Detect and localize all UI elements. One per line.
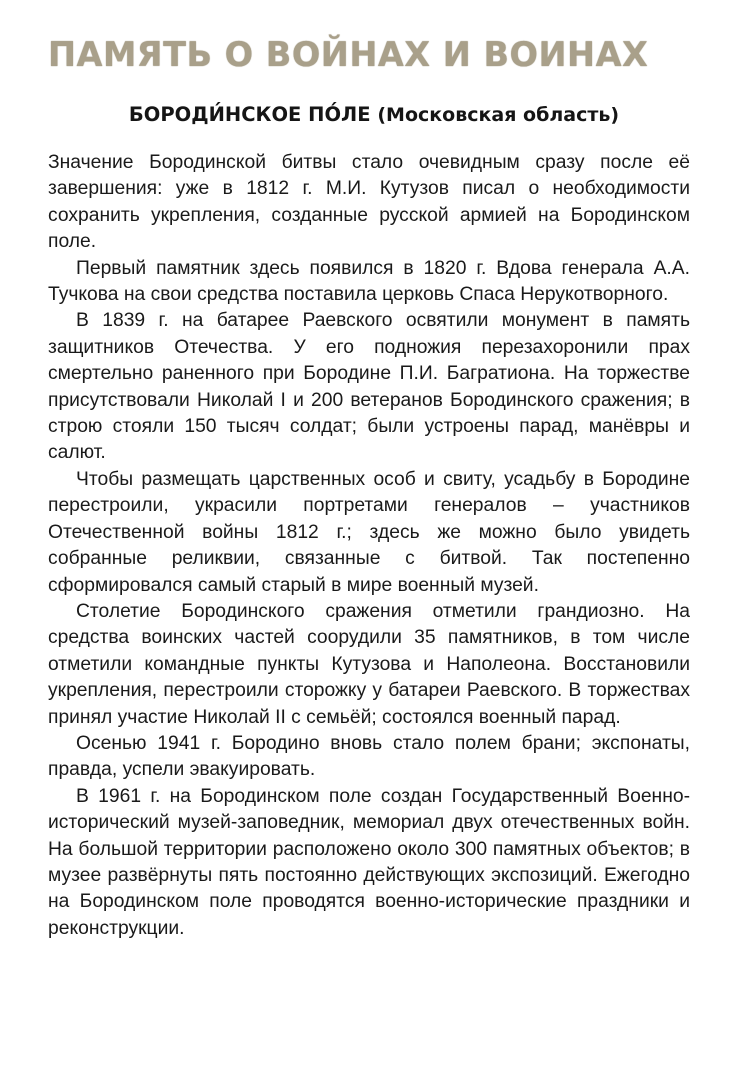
paragraph: Столетие Бородинского сражения отметили грандиозно. На средства воинских частей соорудили 35 памятников, в том числе отметили командные пункты Кутузова и Наполеона. Восстановили укрепления, перестроили сторожку у батареи Раевского. В торжествах принял участие Николай II с семьёй; состоялся военный парад. xyxy=(48,600,690,728)
section-title: ПАМЯТЬ О ВОЙНАХ И ВОИНАХ xyxy=(48,35,649,74)
paragraph: Первый памятник здесь появился в 1820 г. Вдова генерала А.А. Тучкова на свои средства поставила церковь Спаса Нерукотворного. xyxy=(48,257,690,306)
article-title xyxy=(48,102,690,128)
article-body xyxy=(48,150,690,942)
article-title-name: БОРОДИ́НСКОЕ ПО́ЛЕ xyxy=(128,103,371,126)
paragraph: Чтобы размещать царственных особ и свиту, усадьбу в Бородине перестроили, украсили портретами генералов – участников Отечественной войны 1812 г.; здесь же можно было увидеть собранные реликвии, связанные с битвой. Так постепенно сформировался самый старый в мире военный музей. xyxy=(48,468,690,596)
paragraph: В 1839 г. на батарее Раевского освятили монумент в память защитников Отечества. У его подножия перезахоронили прах смертельно раненного при Бородине П.И. Багратиона. На торжестве присутствовали Николай I и 200 ветеранов Бородинского сражения; в строю стояли 150 тысяч солдат; были устроены парад, манёвры и салют. xyxy=(48,310,690,464)
paragraph: Значение Бородинской битвы стало очевидным сразу после её завершения: уже в 1812 г. М.И. Кутузов писал о необходимости сохранить укрепления, созданные русской армией на Бородинском поле. xyxy=(48,152,690,253)
article-title-region: (Московская область) xyxy=(377,104,620,126)
paragraph: В 1961 г. на Бородинском поле создан Государственный Военно-исторический музей-заповедник, мемориал двух отечественных войн. На большой территории расположено около 300 памятных объектов; в музее развёрнуты пять постоянно действующих экспозиций. Ежегодно на Бородинском поле проводятся военно-исторические праздники и реконструкции. xyxy=(48,785,690,939)
paragraph: Осенью 1941 г. Бородино вновь стало полем брани; экспонаты, правда, успели эвакуировать. xyxy=(48,732,690,781)
